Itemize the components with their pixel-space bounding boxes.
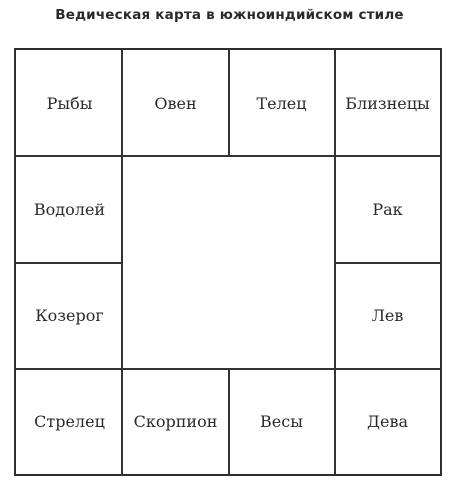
- south-indian-chart: [14, 48, 442, 476]
- chart-center: [123, 157, 337, 371]
- house-gemini: [334, 50, 441, 157]
- house-libra: [228, 368, 335, 475]
- house-cancer: [334, 156, 441, 263]
- sign-label-taurus: Телец: [256, 94, 307, 113]
- sign-label-aquarius: Водолей: [33, 200, 106, 219]
- sign-label-libra: Весы: [260, 412, 303, 431]
- sign-label-leo: Лев: [371, 306, 404, 325]
- sign-label-cancer: Рак: [372, 200, 403, 219]
- sign-label-virgo: Дева: [366, 412, 409, 431]
- house-capricorn: [16, 262, 123, 369]
- house-sagittarius: [16, 368, 123, 475]
- sign-label-scorpio: Скорпион: [133, 412, 218, 431]
- house-aquarius: [16, 156, 123, 263]
- sign-label-aries: Овен: [154, 94, 197, 113]
- sign-label-capricorn: Козерог: [35, 306, 104, 325]
- sign-label-pisces: Рыбы: [46, 94, 93, 113]
- sign-label-gemini: Близнецы: [345, 94, 430, 113]
- house-scorpio: [122, 368, 229, 475]
- house-taurus: [228, 50, 335, 157]
- house-virgo: [334, 368, 441, 475]
- page-title: Ведическая карта в южноиндийском стиле: [55, 7, 404, 23]
- sign-label-sagittarius: Стрелец: [34, 412, 105, 431]
- house-pisces: [16, 50, 123, 157]
- house-leo: [334, 262, 441, 369]
- house-aries: [122, 50, 229, 157]
